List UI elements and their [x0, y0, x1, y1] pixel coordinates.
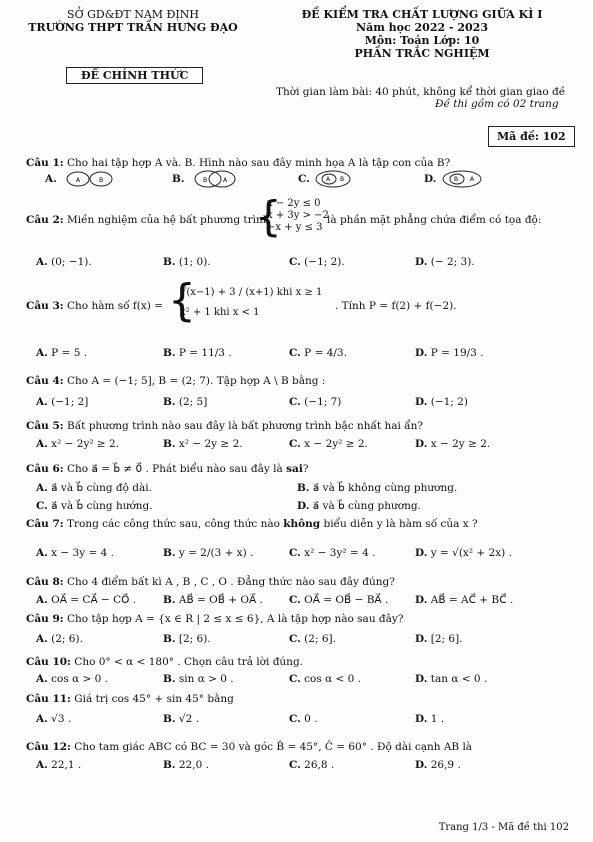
option-text: 26,8 . [304, 759, 335, 771]
piece: x² + 1 khi x < 1 [180, 307, 260, 318]
option-letter: B. [172, 173, 185, 185]
question-3 [26, 300, 163, 312]
question-text: Cho a⃗ = b⃗ ≠ 0⃗ . Phát biểu nào sau đây là sai? [66, 463, 309, 475]
option-letter: B. [163, 633, 176, 645]
question-7 [26, 518, 478, 530]
option-text: 22,1 . [51, 759, 82, 771]
option-letter: A. [36, 547, 48, 559]
q8-option-c [289, 594, 388, 606]
svg-text:B: B [99, 177, 104, 184]
q9-option-b [163, 633, 211, 645]
q11-option-a [36, 713, 71, 725]
q2-option-b [163, 256, 211, 268]
option-letter: A. [36, 673, 48, 685]
q2-option-c [289, 256, 345, 268]
question-label: Câu 7: [26, 518, 64, 530]
school-header [18, 8, 248, 34]
question-text: Cho tam giác ABC có BC = 30 và góc B̂ = 45°, Ĉ = 60° . Độ dài cạnh AB là [74, 741, 473, 753]
option-text: OA⃗ = CA⃗ − CO⃗ . [51, 594, 137, 606]
option-letter: D. [415, 438, 428, 450]
option-text: a⃗ và b⃗ cùng độ dài. [51, 482, 152, 494]
option-letter: D. [424, 173, 437, 185]
option-text: x − 3y = 4 . [51, 547, 114, 559]
option-letter: D. [415, 673, 428, 685]
svg-text:B: B [453, 176, 458, 183]
question-label: Câu 4: [26, 375, 64, 387]
option-letter: C. [289, 759, 301, 771]
option-text: 1 . [430, 713, 445, 725]
q6-option-a [36, 482, 152, 494]
school-name: TRƯỜNG THPT TRẦN HƯNG ĐẠO [28, 21, 238, 34]
option-text: 26,9 . [430, 759, 461, 771]
option-letter: B. [163, 759, 176, 771]
question-label: Câu 5: [26, 420, 64, 432]
option-text: y = 2/(3 + x) . [178, 547, 254, 559]
q12-option-a [36, 759, 81, 771]
emphasized-word: sai [286, 463, 303, 475]
option-text: P = 5 . [51, 347, 88, 359]
question-8 [26, 576, 395, 588]
official-badge: ĐỀ CHÍNH THỨC [66, 67, 203, 84]
option-text: AB⃗ = OB⃗ + OA⃗ . [178, 594, 263, 606]
time-limit: Thời gian làm bài: 40 phút, không kể thời gian giao đề [276, 86, 566, 98]
option-text: [2; 6]. [430, 633, 463, 645]
option-letter: B. [163, 256, 176, 268]
option-text: (−1; 7) [304, 396, 342, 408]
q5-option-d [415, 438, 490, 450]
question-12 [26, 741, 472, 753]
venn-b-contains-a-icon [440, 170, 484, 188]
option-text: √2 . [178, 713, 199, 725]
q1-option-d [424, 170, 484, 188]
question-label: Câu 6: [26, 463, 64, 475]
page-footer: Trang 1/3 - Mã đề thi 102 [438, 822, 569, 833]
emphasized-word: không [283, 518, 321, 530]
question-text: Cho tập hợp A = {x ∈ R | 2 ≤ x ≤ 6}, A là tập hợp nào sau đây? [66, 613, 404, 625]
exam-title: ĐỀ KIỂM TRA CHẤT LƯỢNG GIỮA KÌ I [301, 8, 543, 21]
question-text: Giá trị cos 45° + sin 45° bằng [74, 693, 234, 705]
piece: √(x−1) + 3 / (x+1) khi x ≥ 1 [180, 287, 323, 298]
option-text: x² − 2y² ≥ 2. [51, 438, 120, 450]
option-text: √3 . [51, 713, 72, 725]
option-letter: A. [36, 347, 48, 359]
option-text: (2; 6]. [304, 633, 336, 645]
q9-option-c [289, 633, 336, 645]
q7-option-d [415, 547, 512, 559]
q5-option-a [36, 438, 119, 450]
q3-option-c [289, 347, 347, 359]
option-letter: A. [45, 173, 57, 185]
q6-option-d [297, 500, 421, 512]
option-text: (− 2; 3). [430, 256, 475, 268]
option-letter: C. [289, 713, 301, 725]
option-letter: B. [163, 594, 176, 606]
q4-option-a [36, 396, 88, 408]
option-letter: B. [163, 547, 176, 559]
q7-option-c [289, 547, 375, 559]
department-name: SỞ GD&ĐT NAM ĐỊNH [67, 8, 199, 21]
option-letter: C. [289, 547, 301, 559]
option-letter: C. [289, 673, 301, 685]
q4-option-b [163, 396, 207, 408]
option-text: x² − 3y² = 4 . [304, 547, 376, 559]
q1-option-a [45, 170, 120, 188]
question-text: Cho 0° < α < 180° . Chọn câu trả lời đúng. [74, 656, 303, 668]
option-text: a⃗ và b⃗ không cùng phương. [312, 482, 458, 494]
option-letter: C. [289, 438, 301, 450]
question-5 [26, 420, 423, 432]
option-text: (2; 6). [51, 633, 83, 645]
option-letter: C. [298, 173, 310, 185]
option-text: a⃗ và b⃗ cùng hướng. [51, 500, 153, 512]
option-letter: A. [36, 256, 48, 268]
option-letter: C. [289, 594, 301, 606]
q2-option-a [36, 256, 92, 268]
option-letter: D. [415, 396, 428, 408]
school-year: Năm học 2022 - 2023 [356, 21, 488, 34]
inequality-system [267, 198, 329, 234]
q6-option-b [297, 482, 457, 494]
inequality: x − 2y ≤ 0 [267, 198, 321, 209]
question-9 [26, 613, 403, 625]
question-text: Miền nghiệm của hệ bất phương trình [66, 214, 270, 226]
option-letter: D. [415, 713, 428, 725]
svg-text:A: A [326, 176, 331, 183]
option-letter: B. [163, 347, 176, 359]
piecewise-function [180, 283, 322, 323]
question-label: Câu 2: [26, 214, 64, 226]
q1-option-c [298, 170, 353, 188]
option-letter: B. [297, 482, 310, 494]
option-letter: C. [289, 256, 301, 268]
option-text: OA⃗ = OB⃗ − BA⃗ . [304, 594, 389, 606]
question-label: Câu 12: [26, 741, 71, 753]
question-6 [26, 463, 308, 475]
q9-option-d [415, 633, 463, 645]
option-letter: A. [36, 759, 48, 771]
option-letter: A. [36, 633, 48, 645]
option-letter: B. [163, 713, 176, 725]
q3-option-a [36, 347, 87, 359]
option-letter: C. [289, 633, 301, 645]
svg-text:A: A [469, 176, 474, 183]
option-text: 0 . [304, 713, 318, 725]
option-text: (2; 5] [178, 396, 208, 408]
option-letter: A. [36, 396, 48, 408]
piecewise-brace: { [168, 275, 196, 326]
option-text: sin α > 0 . [178, 673, 234, 685]
option-text: P = 19/3 . [430, 347, 484, 359]
q3-option-b [163, 347, 232, 359]
q8-option-a [36, 594, 136, 606]
option-letter: D. [415, 256, 428, 268]
inequality: −x + y ≤ 3 [267, 222, 323, 233]
option-letter: B. [163, 396, 176, 408]
question-text: Cho hàm số f(x) = [66, 300, 164, 312]
question-text: Trong các công thức sau, công thức nào không biểu diễn y là hàm số của x ? [66, 518, 478, 530]
q10-option-c [289, 673, 361, 685]
option-text: x − 2y ≥ 2. [430, 438, 491, 450]
inequality: x + 3y > −2 [267, 210, 329, 221]
option-text: (−1; 2] [51, 396, 89, 408]
part-title: PHẦN TRẮC NGHIỆM [354, 47, 490, 60]
question-2 [26, 214, 270, 226]
q11-option-c [289, 713, 318, 725]
option-text: x − 2y² ≥ 2. [304, 438, 368, 450]
q10-option-a [36, 673, 108, 685]
question-text: Cho hai tập hợp A và. B. Hình nào sau đây minh họa A là tập con của B? [66, 157, 451, 169]
option-letter: A. [36, 594, 48, 606]
venn-disjoint-icon [60, 170, 120, 188]
venn-a-contains-b-icon [313, 170, 353, 188]
venn-overlap-icon [188, 170, 244, 188]
question-10 [26, 656, 303, 668]
option-letter: D. [297, 500, 310, 512]
option-text: a⃗ và b⃗ cùng phương. [312, 500, 421, 512]
option-text: [2; 6). [178, 633, 211, 645]
option-text: 22,0 . [178, 759, 209, 771]
option-text: tan α < 0 . [430, 673, 488, 685]
question-1 [26, 157, 450, 169]
q11-option-b [163, 713, 199, 725]
option-letter: D. [415, 759, 428, 771]
option-text: (0; −1). [51, 256, 92, 268]
option-letter: B. [163, 438, 176, 450]
question-label: Câu 11: [26, 693, 71, 705]
question-label: Câu 8: [26, 576, 64, 588]
option-letter: D. [415, 347, 428, 359]
q7-option-a [36, 547, 114, 559]
option-text: cos α > 0 . [51, 673, 109, 685]
q8-option-d [415, 594, 513, 606]
option-text: (−1; 2) [430, 396, 468, 408]
question-4 [26, 375, 325, 387]
exam-header [262, 8, 582, 60]
svg-text:A: A [222, 177, 227, 184]
option-text: cos α < 0 . [304, 673, 362, 685]
question-text: Cho A = (−1; 5], B = (2; 7). Tập hợp A \ B bằng : [66, 375, 326, 387]
option-letter: B. [163, 673, 176, 685]
option-text: AB⃗ = AC⃗ + BC⃗ . [430, 594, 514, 606]
option-letter: D. [415, 633, 428, 645]
q12-option-b [163, 759, 209, 771]
option-text: y = √(x² + 2x) . [430, 547, 512, 559]
option-text: x² − 2y ≥ 2. [178, 438, 243, 450]
q12-option-c [289, 759, 334, 771]
q6-option-c [36, 500, 153, 512]
option-letter: C. [36, 500, 48, 512]
q3-option-d [415, 347, 484, 359]
option-letter: A. [36, 438, 48, 450]
option-text: (1; 0). [178, 256, 211, 268]
question-label: Câu 3: [26, 300, 64, 312]
option-letter: C. [289, 347, 301, 359]
option-text: P = 4/3. [304, 347, 347, 359]
page-count: Đề thi gồm có 02 trang [435, 98, 559, 110]
system-brace: { [255, 192, 282, 241]
q10-option-b [163, 673, 234, 685]
question-label: Câu 10: [26, 656, 71, 668]
q5-option-b [163, 438, 243, 450]
q1-option-b [172, 170, 244, 188]
svg-text:A: A [76, 177, 81, 184]
q4-option-d [415, 396, 468, 408]
svg-text:B: B [340, 176, 345, 183]
q5-option-c [289, 438, 368, 450]
q12-option-d [415, 759, 461, 771]
option-text: (−1; 2). [304, 256, 345, 268]
question-text: Bất phương trình nào sau đây là bất phương trình bậc nhất hai ẩn? [66, 420, 423, 432]
exam-code: Mã đề: 102 [488, 126, 575, 147]
question-label: Câu 9: [26, 613, 64, 625]
option-letter: C. [289, 396, 301, 408]
option-letter: D. [415, 547, 428, 559]
q10-option-d [415, 673, 487, 685]
svg-text:B: B [202, 177, 207, 184]
q9-option-a [36, 633, 83, 645]
q11-option-d [415, 713, 444, 725]
q2-option-d [415, 256, 475, 268]
option-letter: A. [36, 482, 48, 494]
q4-option-c [289, 396, 341, 408]
question-3-tail: . Tính P = f(2) + f(−2). [335, 300, 457, 312]
question-2-tail: là phần mặt phẳng chứa điểm có tọa độ: [327, 214, 542, 226]
q8-option-b [163, 594, 263, 606]
option-letter: D. [415, 594, 428, 606]
question-text: Cho 4 điểm bất kì A , B , C , O . Đẳng thức nào sau đây đúng? [66, 576, 395, 588]
question-11 [26, 693, 234, 705]
option-letter: A. [36, 713, 48, 725]
question-label: Câu 1: [26, 157, 64, 169]
option-text: P = 11/3 . [178, 347, 232, 359]
q7-option-b [163, 547, 253, 559]
subject-line: Môn: Toán Lớp: 10 [364, 34, 480, 47]
